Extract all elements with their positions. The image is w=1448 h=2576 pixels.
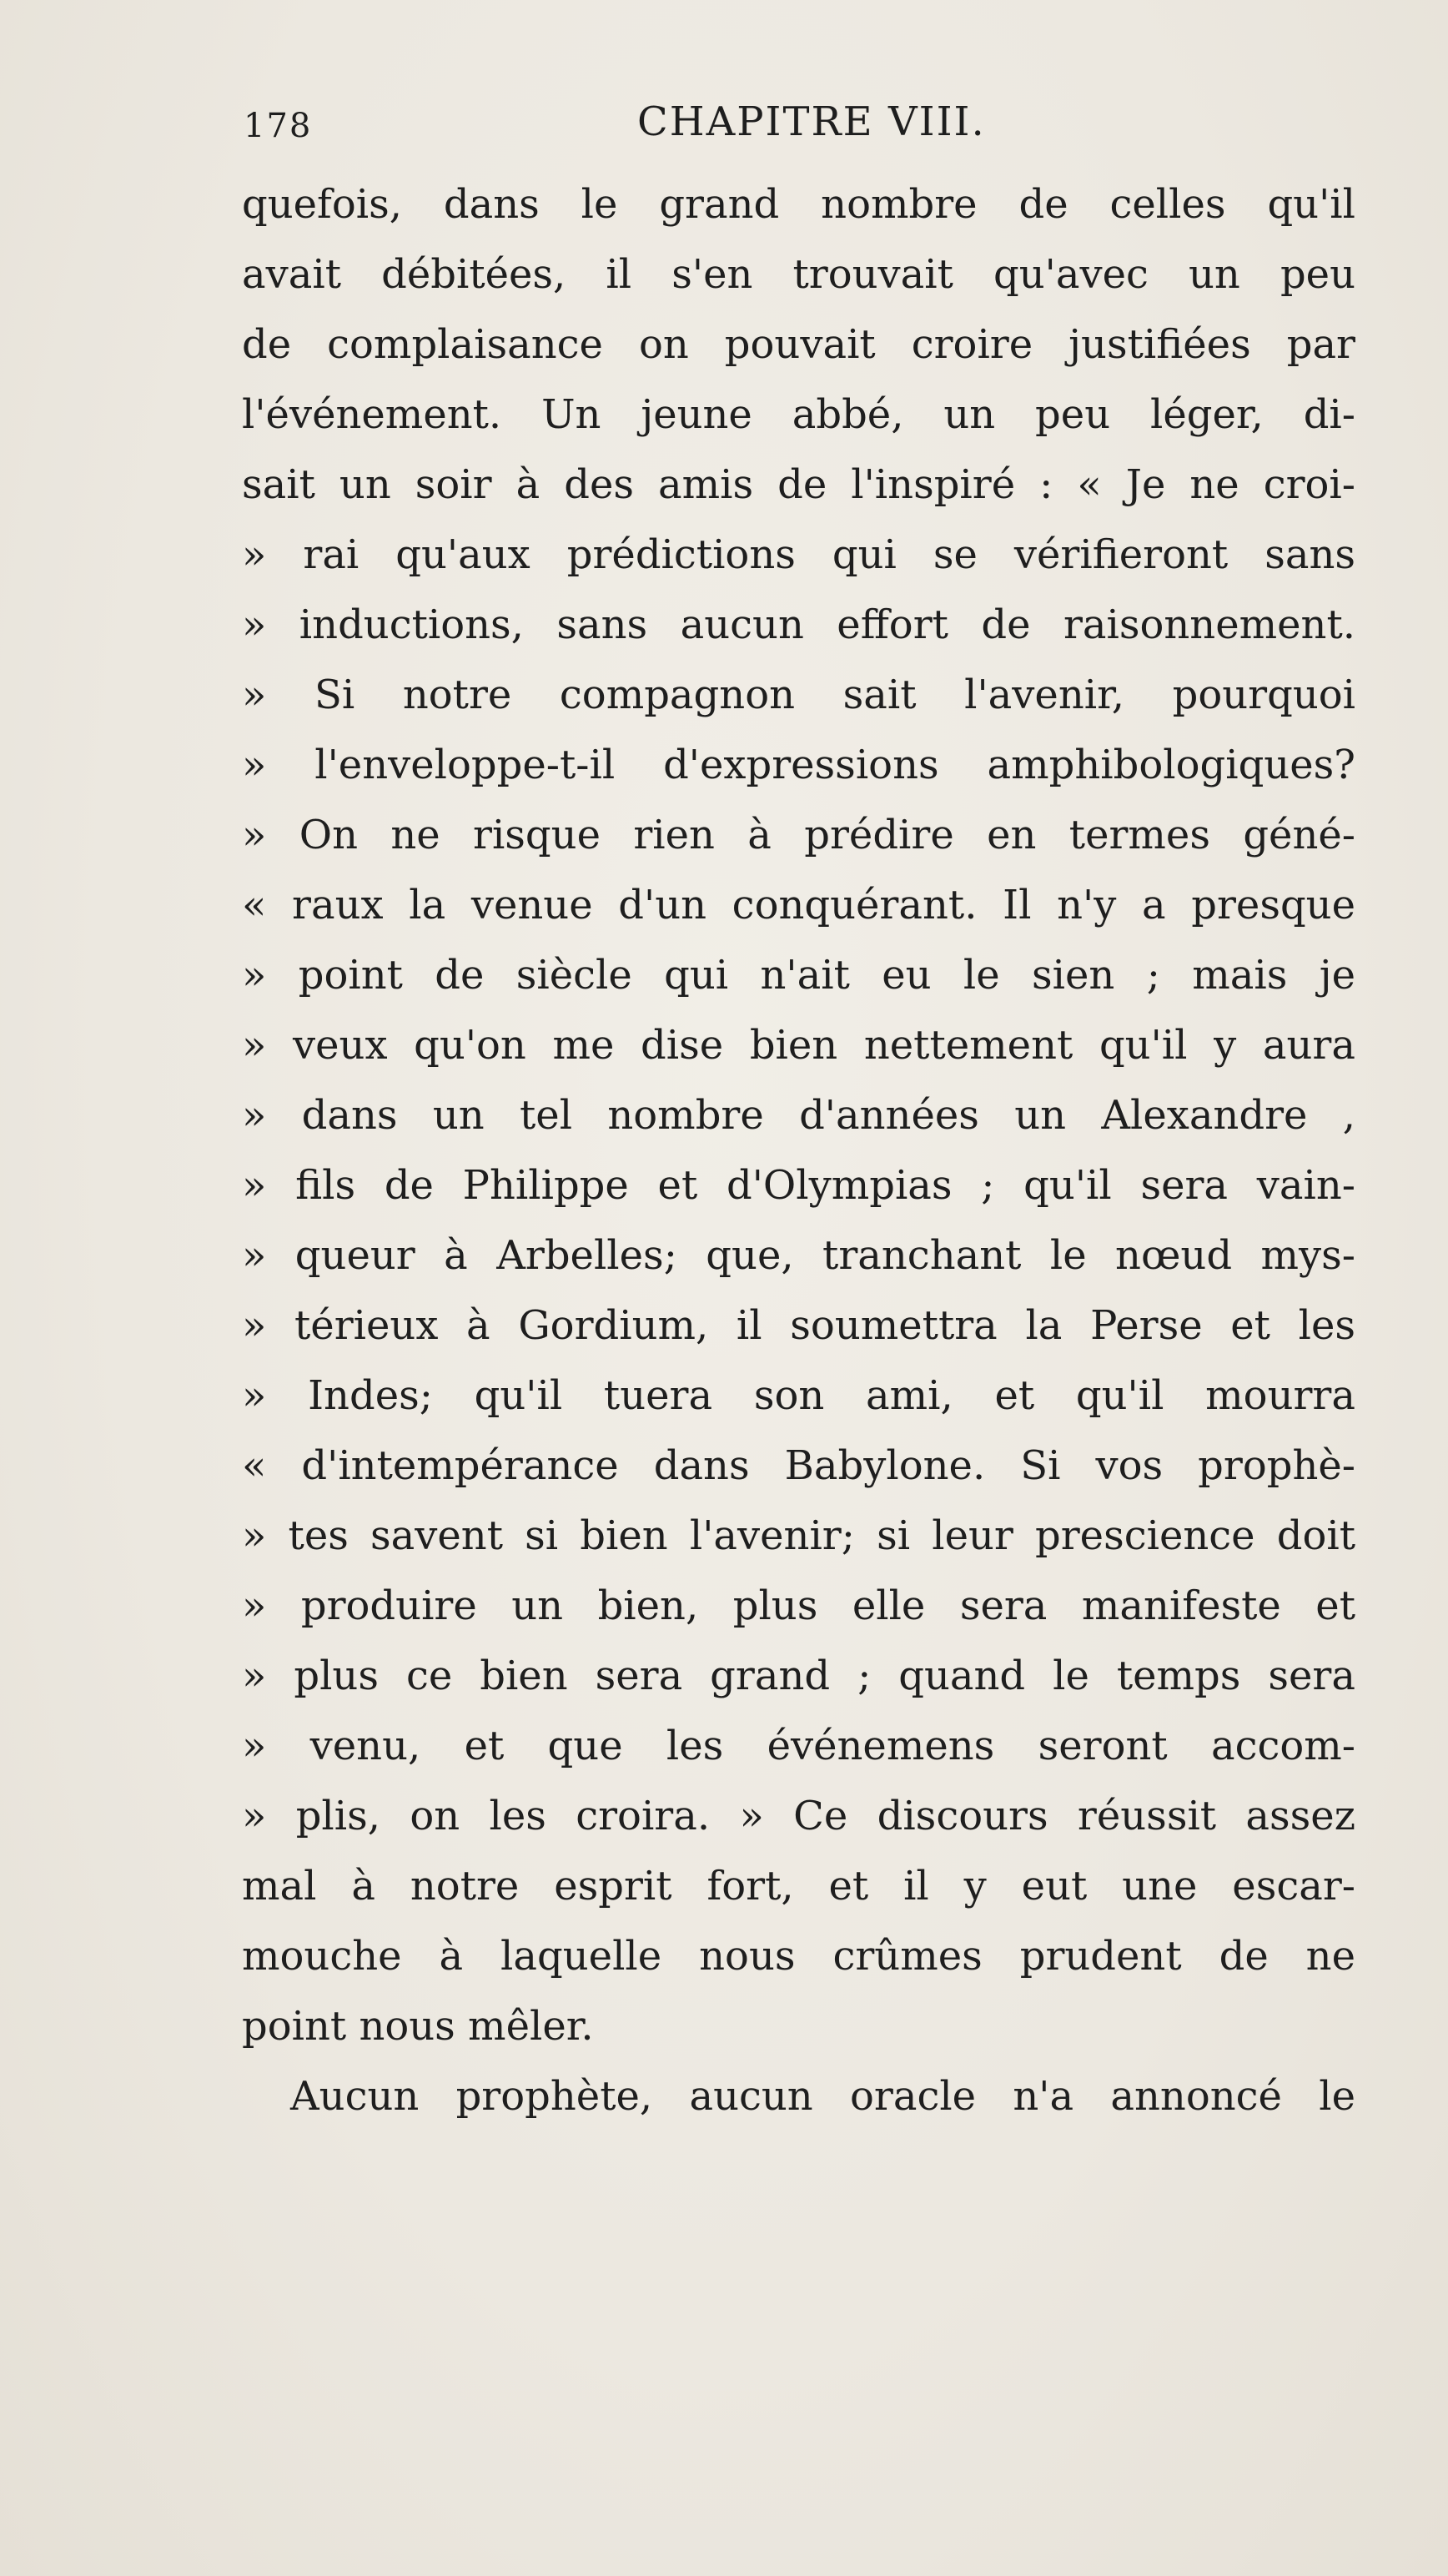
body-text <box>242 169 1355 2131</box>
text-line: » venu, et que les événemens seront accom- <box>242 1723 1355 1769</box>
text-line: » l'enveloppe-t-il d'expressions amphibologiques? <box>242 742 1355 788</box>
text-line: » Indes; qu'il tuera son ami, et qu'il mourra <box>242 1372 1355 1419</box>
text-line: « raux la venue d'un conquérant. Il n'y a presque <box>242 882 1355 928</box>
text-line: » produire un bien, plus elle sera manifeste et <box>242 1582 1355 1629</box>
text-line: » fils de Philippe et d'Olympias ; qu'il sera vain- <box>242 1162 1355 1209</box>
text-line: sait un soir à des amis de l'inspiré : « Je ne croi- <box>242 461 1355 508</box>
page-number: 178 <box>244 107 313 145</box>
text-line: mouche à laquelle nous crûmes prudent de ne <box>242 1933 1355 1980</box>
page-header <box>244 98 1353 165</box>
text-line: l'événement. Un jeune abbé, un peu léger, di- <box>242 391 1355 438</box>
text-line: avait débitées, il s'en trouvait qu'avec un peu <box>242 251 1355 298</box>
text-line: » point de siècle qui n'ait eu le sien ; mais je <box>242 952 1355 999</box>
paragraph-start-line: Aucun prophète, aucun oracle n'a annoncé le <box>290 2073 1355 2120</box>
text-line: » plis, on les croira. » Ce discours réussit assez <box>242 1793 1355 1839</box>
text-line: » plus ce bien sera grand ; quand le temps sera <box>242 1653 1355 1699</box>
running-title: CHAPITRE VIII. <box>637 98 986 145</box>
text-line: » tes savent si bien l'avenir; si leur prescience doit <box>242 1512 1355 1559</box>
text-line: de complaisance on pouvait croire justifiées par <box>242 321 1355 368</box>
paragraph-end-line: point nous mêler. <box>242 2003 594 2050</box>
text-line: » Si notre compagnon sait l'avenir, pourquoi <box>242 672 1355 718</box>
text-line: » queur à Arbelles; que, tranchant le nœud mys- <box>242 1232 1355 1279</box>
text-line: » rai qu'aux prédictions qui se vérifieront sans <box>242 531 1355 578</box>
text-line: » On ne risque rien à prédire en termes géné- <box>242 812 1355 858</box>
text-line: » inductions, sans aucun effort de raisonnement. <box>242 601 1355 648</box>
text-line: » térieux à Gordium, il soumettra la Perse et les <box>242 1302 1355 1349</box>
text-line: mal à notre esprit fort, et il y eut une escar- <box>242 1863 1355 1909</box>
text-line: » dans un tel nombre d'années un Alexandre , <box>242 1092 1355 1139</box>
text-line: « d'intempérance dans Babylone. Si vos prophè- <box>242 1442 1355 1489</box>
text-line: » veux qu'on me dise bien nettement qu'il y aura <box>242 1022 1355 1069</box>
text-line: quefois, dans le grand nombre de celles qu'il <box>242 181 1355 228</box>
